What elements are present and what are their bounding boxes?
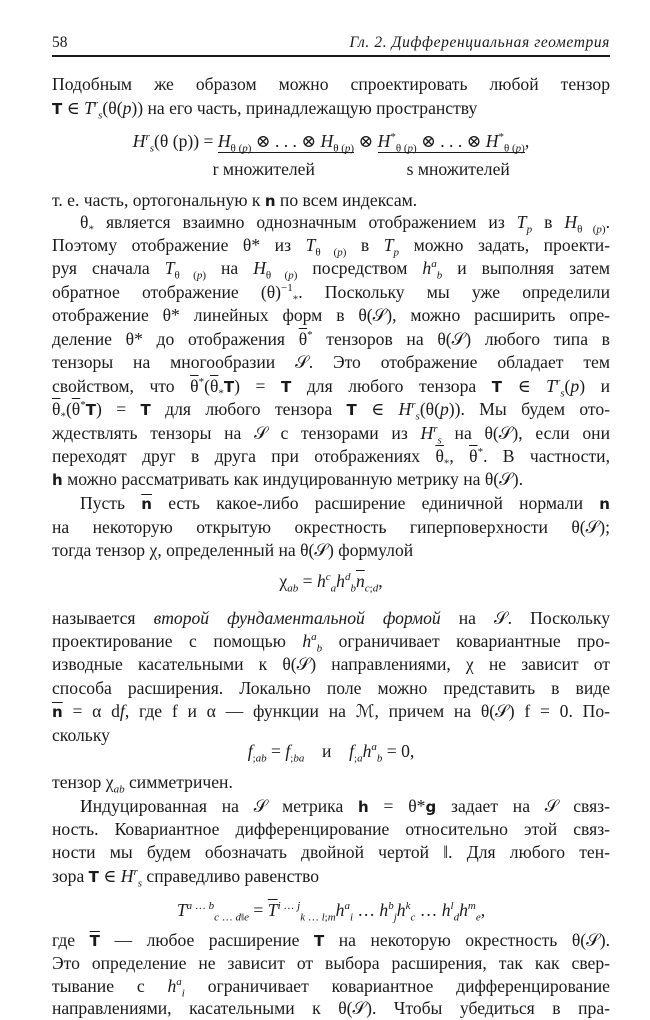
text-line: ность. Ковариантное дифференцирование относительно этой связ-	[52, 819, 610, 839]
text-line: $\overline{n} = \alpha$ df, где f и α — функции на ℳ, причем на θ(𝒮) f = 0. По-	[52, 701, 610, 721]
text-line: отображение θ* линейных форм в θ(𝒮), можно расширить опре-	[52, 305, 610, 325]
text-line: Подобным же образом можно спроектировать любой тензор	[52, 74, 610, 94]
text-line: проектирование с помощью $h^a_b$ ограничивает ковариантные про-	[52, 631, 610, 655]
text-line: способа расширения. Локально поле можно представить в виде	[52, 678, 610, 698]
running-title: Гл. 2. Дифференциальная геометрия	[349, 34, 610, 51]
equation-symmetry: $f_{;ab} = f_{;ba}$ и $f_{;a}h^a_b = 0$,	[247, 741, 415, 765]
text-line: тензор $\chi_{ab}$ симметричен.	[52, 772, 233, 796]
running-header	[52, 34, 610, 56]
text-line: Пусть $\overline{n}$ есть какое-либо расширение единичной нормали n	[80, 493, 610, 513]
text-line: h можно рассматривать как индуцированную метрику на θ(𝒮).	[52, 469, 524, 489]
text-line: на некоторую открытую окрестность гиперповерхности θ(𝒮);	[52, 517, 610, 537]
text-line: деление θ* до отображения $\overline{\theta}^*$ тензоров на θ(𝒮) любого типа в	[52, 329, 610, 349]
term-second-fundamental-form: второй фундаментальной формой	[153, 608, 441, 628]
equation-underbrace-labels: r множителей s множителей	[212, 159, 510, 179]
header-rule	[52, 55, 610, 57]
text-line: зора T ∈ $H^r_s$ справедливо равенство	[52, 866, 320, 890]
text-line: $\theta_*$ является взаимно однозначным отображением из $T_p$ в $H_{\theta (p)}$.	[80, 212, 610, 236]
text-line: переходят друг в друга при отображениях $\overline{\theta}_*$, $\overline{\theta}^*$. В частности,	[52, 446, 610, 470]
text-line: Это определение не зависит от выбора расширения, так как свер-	[52, 953, 610, 973]
equation-second-fundamental-form: $\chi_{ab} = h^c_ah^d_b\overline{n}_{c;d}$,	[279, 571, 383, 595]
text-line: руя сначала $T_{\theta (p)}$ на $H_{\theta (p)}$ посредством $h^a_b$ и выполняя затем	[52, 258, 611, 282]
equation-induced-derivative: $T^{a \dots b}_{c \dots d‖e} = \overline{T}^{i \dots j}_{k \dots l;m}h^a_i$ … $h^b_jh^k_c$ … $h^l_dh^m_e$,	[176, 900, 486, 924]
text-line: тензоры на многообразии 𝒮. Это отображение обладает тем	[52, 352, 610, 372]
text-line: обратное отображение $(\theta)^{-1}_*$. Поскольку мы уже определили	[52, 282, 610, 306]
text-line: скольку	[52, 725, 110, 745]
text-line: $\overline{\theta}_*(\overline{\theta}^*T) = T$ для любого тензора T ∈ $H^r_s(\theta(p))$. Мы будем ото-	[52, 399, 611, 423]
equation-projection: $H^r_s(\theta$ $(p)) = H_{\theta (p)}$ ⊗ . . . ⊗ $H_{\theta (p)}$ ⊗ $H^*_{\theta (p)}$ ⊗ . . . ⊗ $H^*_{\theta (p)}$,	[132, 131, 530, 155]
text-line: тывание с $h^a_i$ ограничивает ковариантное дифференцирование	[52, 976, 610, 1000]
page-number: 58	[52, 34, 68, 51]
text-line: изводные касательными к θ(𝒮) направлениями, χ не зависит от	[52, 654, 610, 674]
text-line: называется второй фундаментальной формой на 𝒮. Поскольку	[52, 608, 610, 628]
text-line: T ∈ $T^r_s(\theta(p))$ на его часть, принадлежащую пространству	[52, 98, 478, 122]
text-line: т. е. часть, ортогональную к n по всем индексам.	[52, 190, 418, 210]
text-line: где $\overline{T}$ — любое расширение T на некоторую окрестность θ(𝒮).	[52, 930, 611, 950]
text-line: Поэтому отображение θ* из $T_{\theta (p)}$ в $T_p$ можно задать, проекти-	[52, 235, 610, 259]
text-line-cut: направлениями, касательными к θ(𝒮). Чтобы убедиться в пра-	[52, 998, 610, 1018]
text-line: свойством, что $\overline{\theta}^*(\overline{\theta}_*T) = T$ для любого тензора T ∈ $T^r_s(p)$ и	[52, 376, 611, 400]
text-line: ждествлять тензоры на 𝒮 с тензорами из $H^r_s$ на θ(𝒮), если они	[52, 423, 610, 447]
text-line: тогда тензор χ, определенный на θ(𝒮) формулой	[52, 540, 414, 560]
text-line: Индуцированная на 𝒮 метрика h = θ*g задает на 𝒮 связ-	[80, 796, 610, 816]
text-line: ности мы будем обозначать двойной чертой ‖. Для любого тен-	[52, 842, 610, 862]
